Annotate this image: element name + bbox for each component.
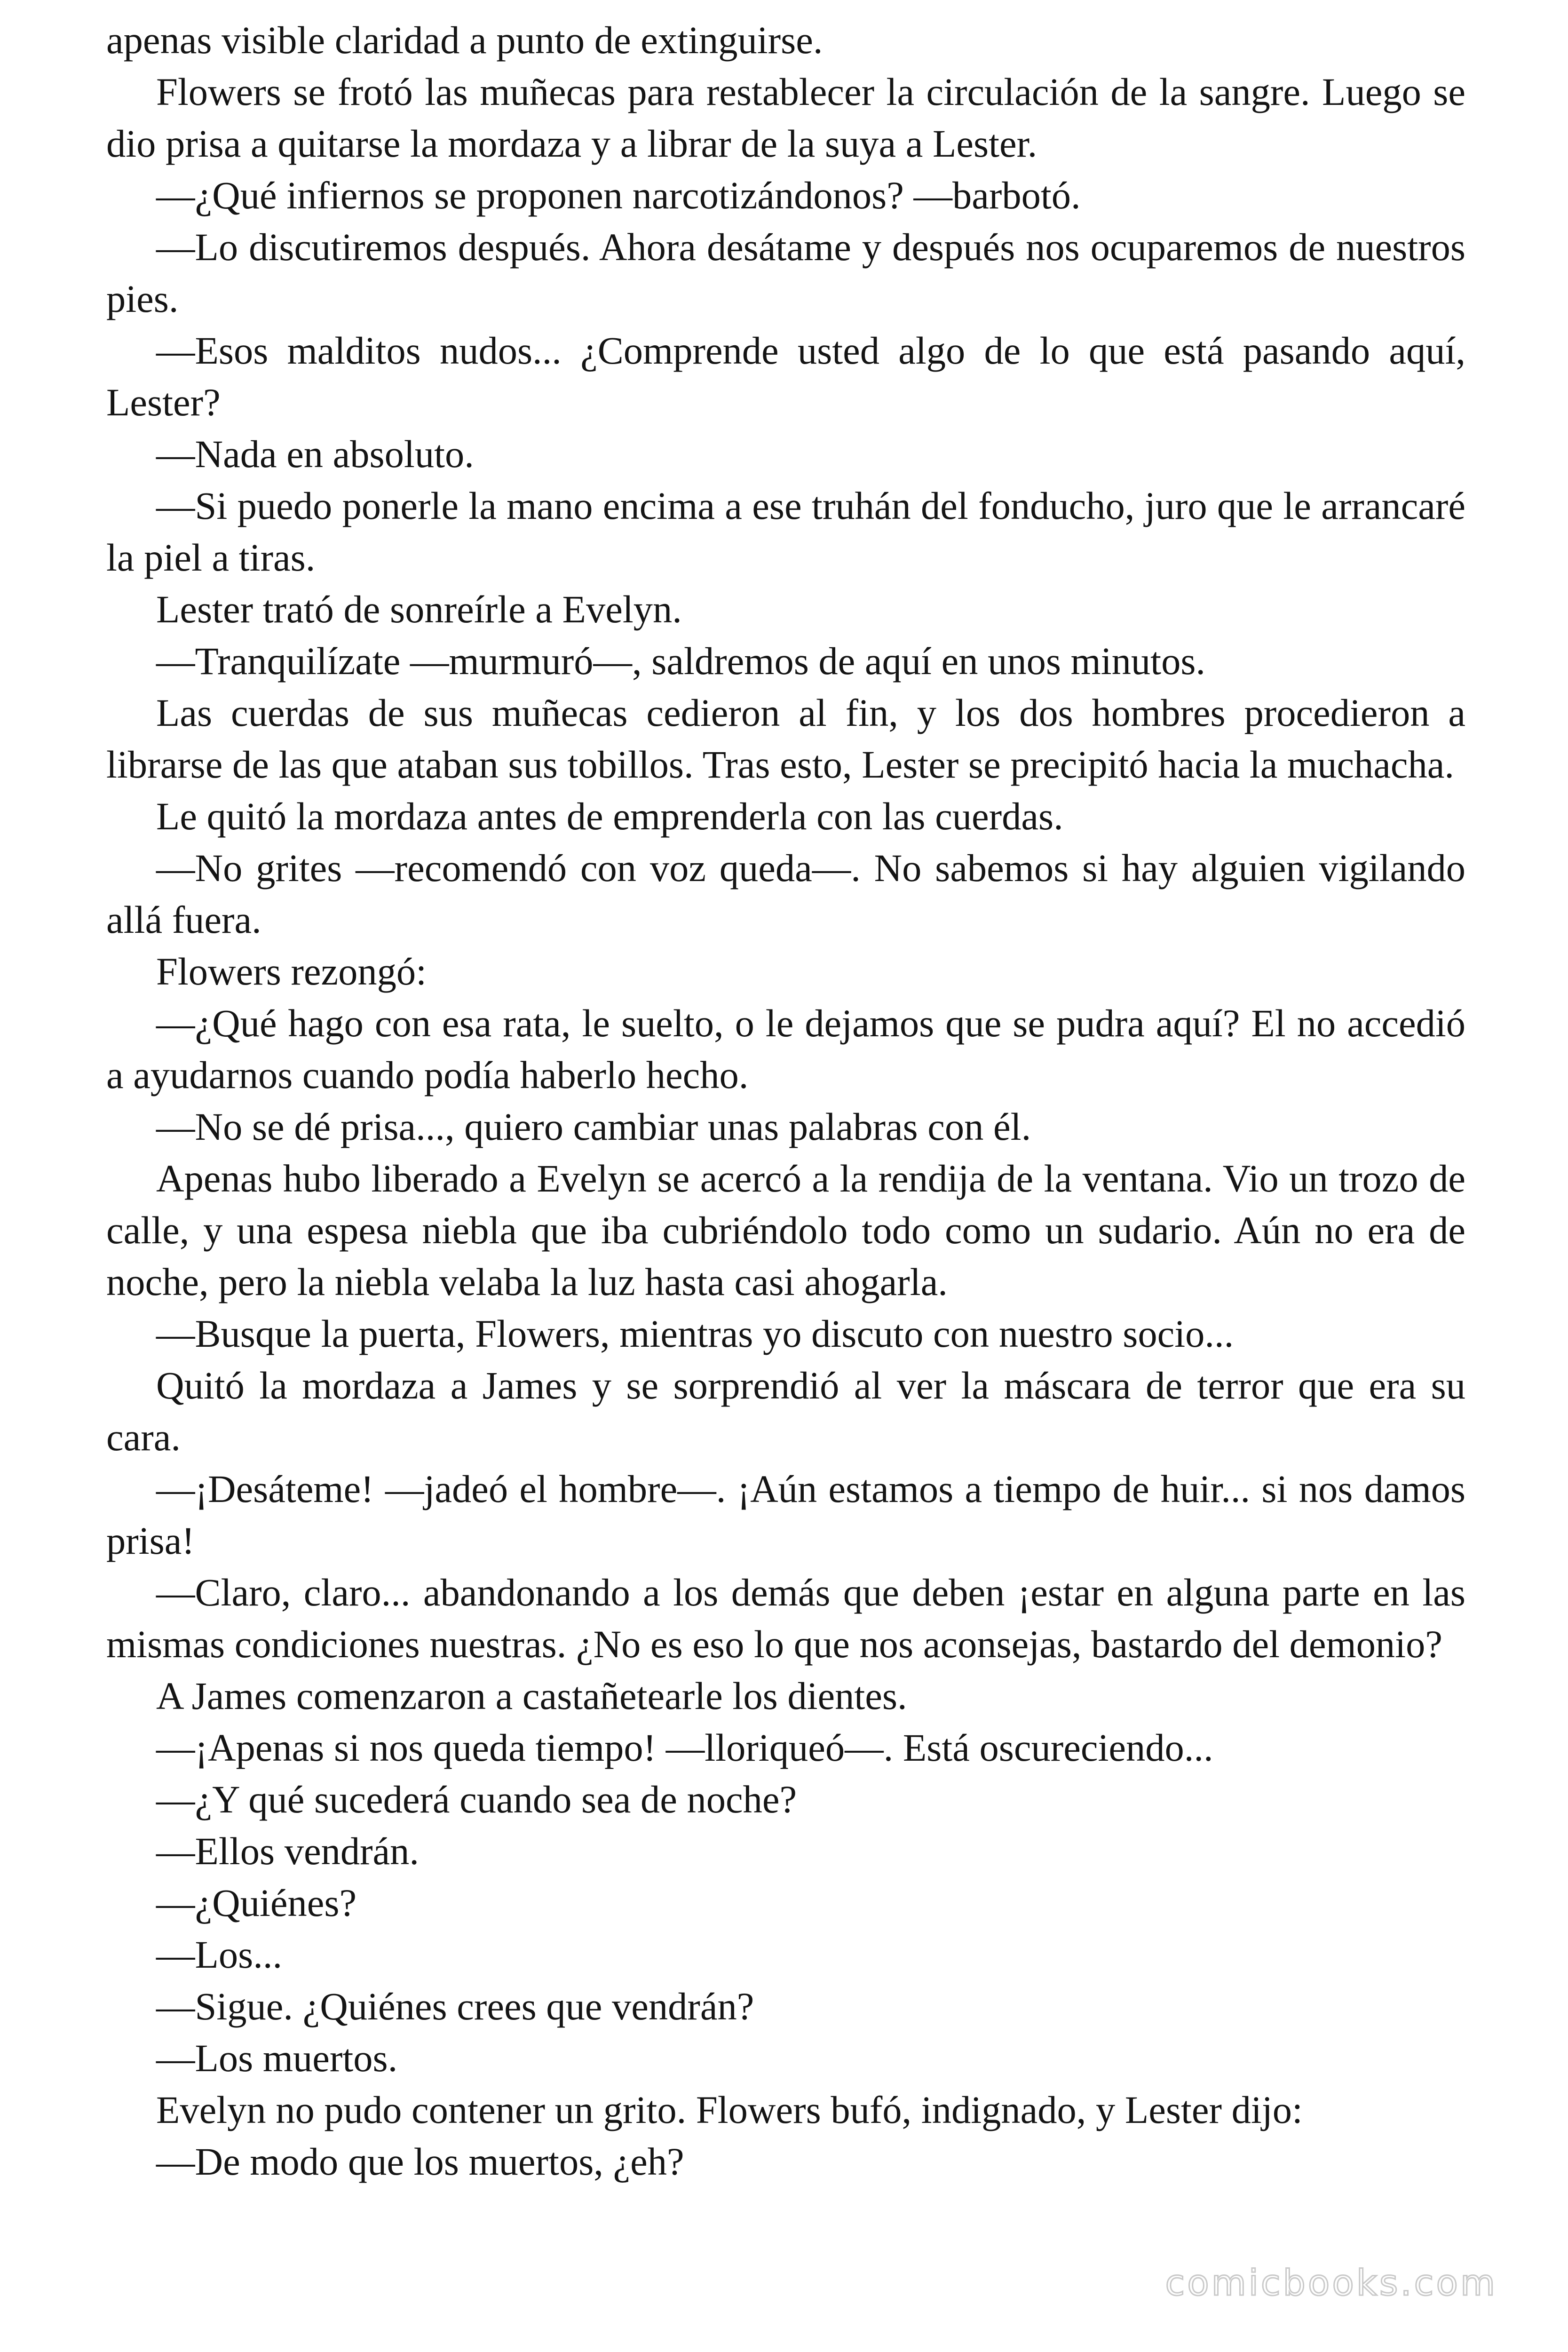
watermark: comicbooks.com	[1165, 2262, 1497, 2304]
paragraph-19: —¡Desáteme! —jadeó el hombre—. ¡Aún estamos a tiempo de huir... si nos damos prisa!	[106, 1467, 1465, 1562]
paragraph-13: Flowers rezongó:	[156, 950, 427, 993]
paragraph-4: —Lo discutiremos después. Ahora desátame y después nos ocuparemos de nuestros pies.	[106, 225, 1465, 320]
paragraph-22: —¡Apenas si nos queda tiempo! —lloriqueó—. Está oscureciendo...	[156, 1726, 1213, 1769]
paragraph-28: —Los muertos.	[156, 2036, 398, 2080]
paragraph-27: —Sigue. ¿Quiénes crees que vendrán?	[156, 1985, 754, 2028]
paragraph-29: Evelyn no pudo contener un grito. Flowers bufó, indignado, y Lester dijo:	[156, 2088, 1303, 2131]
paragraph-11: Le quitó la mordaza antes de emprenderla con las cuerdas.	[156, 795, 1063, 838]
paragraph-16: Apenas hubo liberado a Evelyn se acercó a la rendija de la ventana. Vio un trozo de calle, y una espesa niebla que iba cubriéndolo todo como un sudario. Aún no era de noche, pero la niebla velaba la luz hasta casi ahogarla.	[106, 1157, 1465, 1303]
paragraph-6: —Nada en absoluto.	[156, 432, 474, 476]
paragraph-26: —Los...	[156, 1933, 283, 1976]
paragraph-21: A James comenzaron a castañetearle los dientes.	[156, 1674, 907, 1717]
paragraph-8: Lester trató de sonreírle a Evelyn.	[156, 588, 682, 631]
paragraph-24: —Ellos vendrán.	[156, 1829, 420, 1873]
paragraph-10: Las cuerdas de sus muñecas cedieron al fin, y los dos hombres procedieron a librarse de las que ataban sus tobillos. Tras esto, Lester se precipitó hacia la muchacha.	[106, 691, 1465, 786]
paragraph-15: —No se dé prisa..., quiero cambiar unas palabras con él.	[156, 1105, 1031, 1148]
paragraph-23: —¿Y qué sucederá cuando sea de noche?	[156, 1778, 797, 1821]
page-text	[106, 14, 1465, 2187]
paragraph-14: —¿Qué hago con esa rata, le suelto, o le dejamos que se pudra aquí? El no accedió a ayudarnos cuando podía haberlo hecho.	[106, 1001, 1465, 1097]
paragraph-7: —Si puedo ponerle la mano encima a ese truhán del fonducho, juro que le arrancaré la piel a tiras.	[106, 484, 1465, 579]
paragraph-12: —No grites —recomendó con voz queda—. No sabemos si hay alguien vigilando allá fuera.	[106, 846, 1465, 941]
paragraph-20: —Claro, claro... abandonando a los demás que deben ¡estar en alguna parte en las mismas condiciones nuestras. ¿No es eso lo que nos aconsejas, bastardo del demonio?	[106, 1571, 1465, 1666]
paragraph-25: —¿Quiénes?	[156, 1881, 357, 1924]
paragraph-9: —Tranquilízate —murmuró—, saldremos de aquí en unos minutos.	[156, 639, 1206, 683]
paragraph-30: —De modo que los muertos, ¿eh?	[156, 2140, 684, 2183]
paragraph-1: apenas visible claridad a punto de extinguirse.	[106, 18, 823, 62]
paragraph-5: —Esos malditos nudos... ¿Comprende usted algo de lo que está pasando aquí, Lester?	[106, 329, 1465, 424]
paragraph-18: Quitó la mordaza a James y se sorprendió al ver la máscara de terror que era su cara.	[106, 1364, 1465, 1459]
paragraph-2: Flowers se frotó las muñecas para restablecer la circulación de la sangre. Luego se dio prisa a quitarse la mordaza y a librar de la suya a Lester.	[106, 70, 1465, 165]
paragraph-17: —Busque la puerta, Flowers, mientras yo discuto con nuestro socio...	[156, 1312, 1234, 1355]
paragraph-3: —¿Qué infiernos se proponen narcotizándonos? —barbotó.	[156, 174, 1081, 217]
